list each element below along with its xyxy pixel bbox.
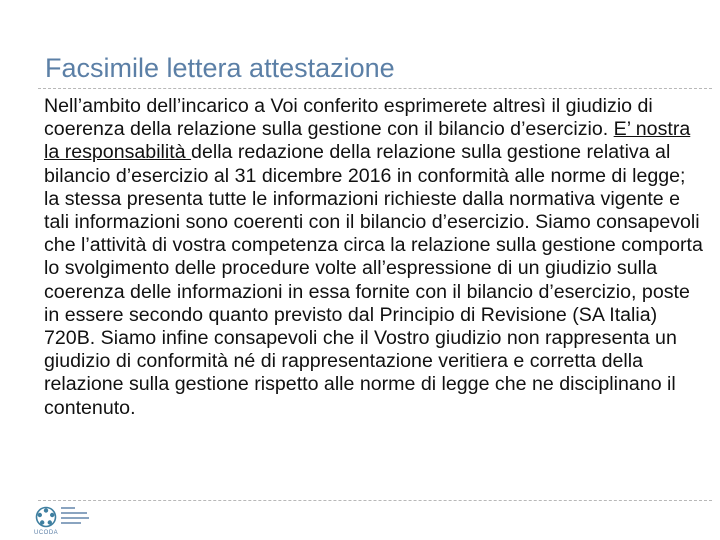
organization-logo-icon	[35, 506, 57, 528]
paragraph-text-intro: Nell’ambito dell’incarico a Voi conferito esprimerete altresì il giudizio di coerenza della relazione sulla gestione con il bilancio d’esercizio.	[44, 95, 653, 141]
paragraph-text-body: della redazione della relazione sulla gestione relativa al bilancio d’esercizio al 31 dicembre 2016 in conformità alle norme di legge; la stessa presenta tutte le informazioni richieste dalla normativa vigente e tali informazioni sono coerenti con il bilancio d’esercizio. Siamo consapevoli che l’attività di vostra competenza circa la relazione sulla gestione comporta lo svolgimento delle procedure volte all’espressione di un giudizio sulla coerenza delle informazioni in essa fornite con il bilancio d’esercizio, poste in essere secondo quanto previsto dal Principio di Revisione (SA Italia) 720B. Siamo infine consapevoli che il Vostro giudizio non rappresenta un giudizio di conformità né di rappresentazione veritiera e corretta della relazione sulla gestione rispetto alle norme di legge che ne disciplinano il contenuto.	[44, 141, 703, 419]
footer-divider	[38, 500, 712, 501]
paragraph-text-underlined: E’ nostra la responsabilità	[44, 118, 691, 164]
title-divider	[38, 88, 712, 89]
logo-text-lines	[61, 507, 91, 527]
slide-title: Facsimile lettera attestazione	[45, 53, 395, 83]
letter-paragraph	[44, 95, 704, 420]
footer-logo	[32, 503, 92, 539]
logo-caption: UCODA	[34, 530, 59, 536]
